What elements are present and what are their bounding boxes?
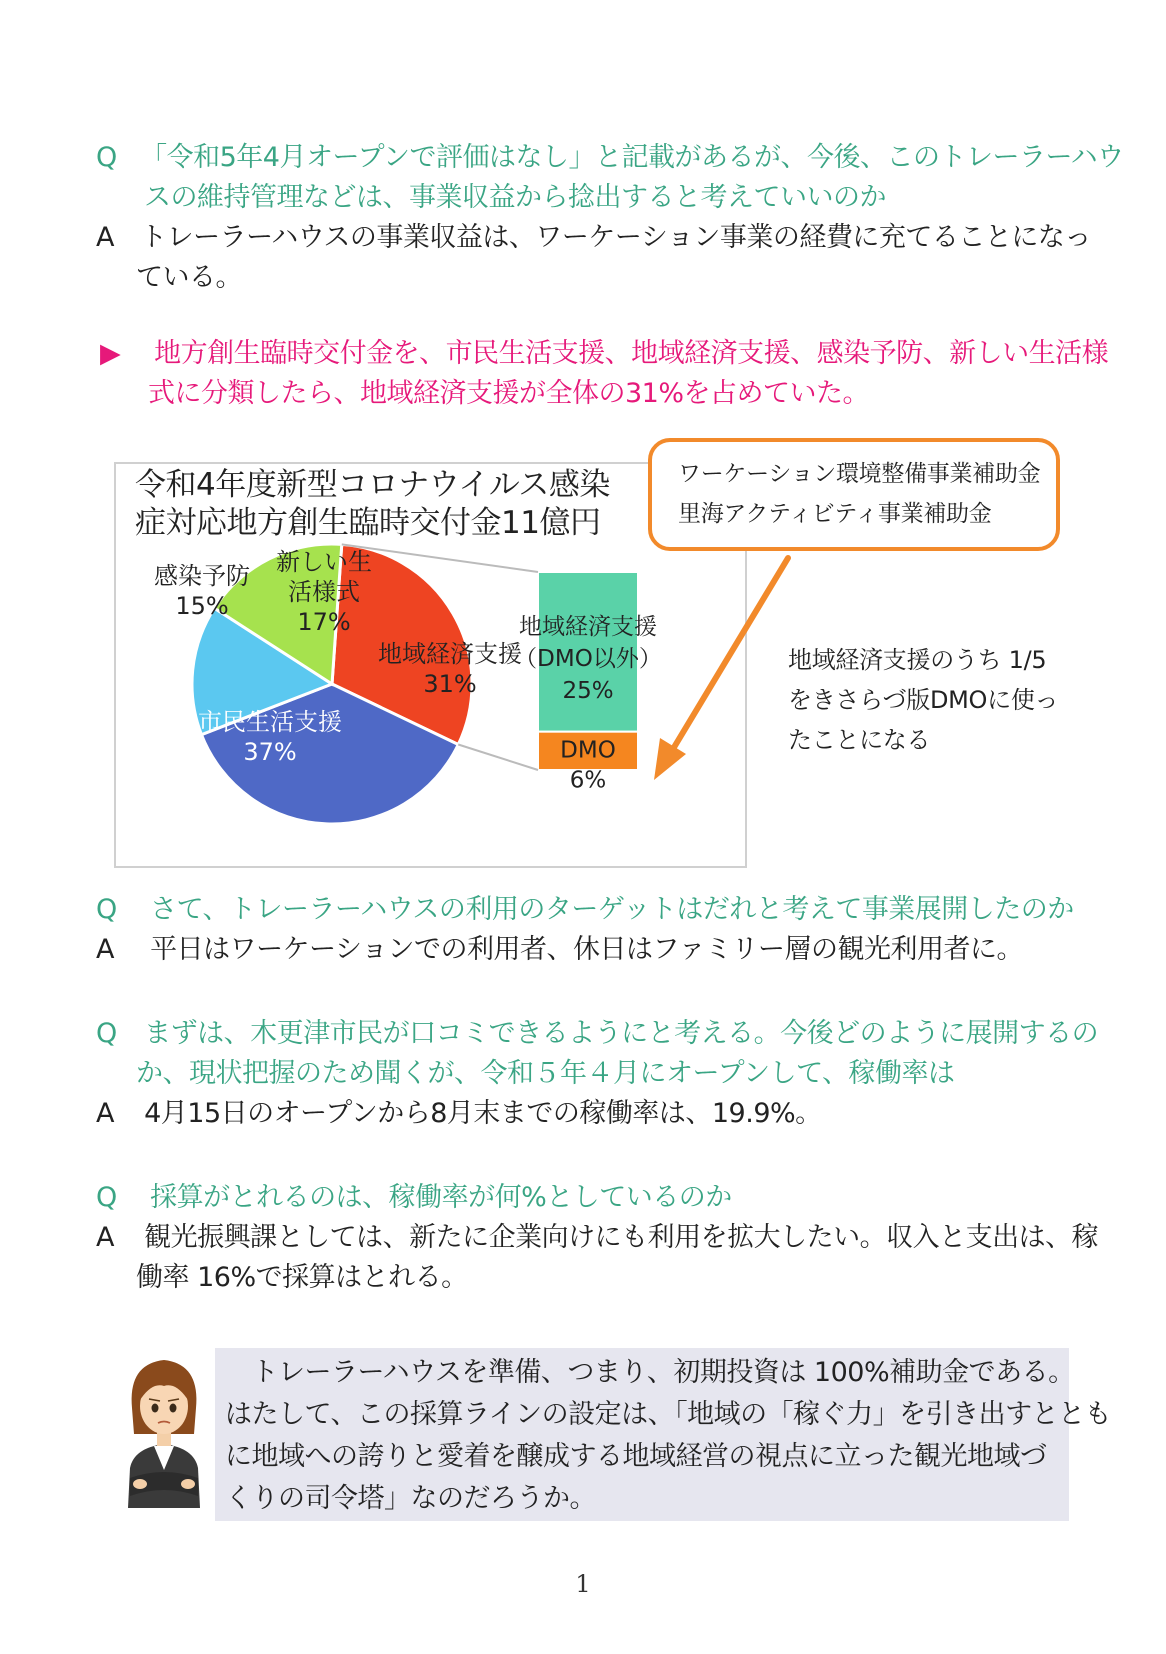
callout-line-1: ワーケーション環境整備事業補助金: [678, 461, 1041, 487]
callout-line-2: 里海アクティビティ事業補助金: [678, 501, 992, 527]
answer-3: [96, 1094, 822, 1134]
note-text: [788, 640, 1078, 760]
triangle-bullet-icon: ▶: [100, 338, 121, 369]
breakdown-value: 25%: [562, 678, 614, 704]
answer-4: [96, 1218, 1098, 1258]
pie-slice-value: 17%: [297, 608, 351, 636]
pie-slice-value: 37%: [243, 738, 297, 766]
breakdown-label: DMO: [560, 737, 616, 764]
a-mark: A: [96, 222, 114, 253]
pie-slice-label: 地域経済支援: [378, 640, 522, 668]
answer-2-line-1: 平日はワーケーションでの利用者、休日はファミリー層の観光利用者に。: [150, 934, 1023, 965]
q-mark: Q: [96, 894, 117, 925]
answer-4-line-1: 観光振興課としては、新たに企業向けにも利用を拡大したい。収入と支出は、稼: [144, 1222, 1099, 1253]
question-1-line-2: スの維持管理などは、事業収益から捻出すると考えていいのか: [144, 182, 886, 213]
question-1: [96, 138, 1124, 178]
question-1-line-1: 「令和5年4月オープンで評価はなし」と記載があるが、今後、このトレーラーハウ: [140, 142, 1124, 173]
answer-2: [96, 930, 1023, 970]
note-line-2: をきさらづ版DMOに使っ: [788, 686, 1059, 714]
q-mark: Q: [96, 1018, 117, 1049]
a-mark: A: [96, 1222, 114, 1253]
question-3-line-2: か、現状把握のため聞くが、令和５年４月にオープンして、稼働率は: [136, 1058, 955, 1089]
pie-slice-label: 感染予防: [154, 562, 250, 590]
a-mark: A: [96, 1098, 114, 1129]
pie-slice-value: 31%: [423, 670, 477, 698]
breakdown-label: （DMO以外）: [514, 646, 662, 672]
pie-slice-label: 新しい生: [276, 548, 372, 576]
answer-4-line-2: 働率 16%で採算はとれる。: [136, 1262, 468, 1293]
woman-avatar-icon: [124, 1356, 204, 1508]
question-2: [96, 890, 1074, 930]
comment-box: [215, 1348, 1112, 1521]
answer-1: [96, 218, 1091, 258]
connector-line: [458, 744, 538, 770]
breakdown-value: 6%: [569, 767, 607, 794]
answer-1-line-1: トレーラーハウスの事業収益は、ワーケーション事業の経費に充てることになっ: [140, 222, 1091, 253]
highlight-line-2: 式に分類したら、地域経済支援が全体の31%を占めていた。: [148, 378, 870, 409]
comment-line-2: はたして、この採算ラインの設定は、「地域の「稼ぐ力」を引き出すととも: [225, 1399, 1112, 1430]
callout-box: [648, 438, 1060, 551]
note-line-3: たことになる: [788, 726, 931, 754]
highlight-statement: [100, 334, 1108, 374]
question-4: [96, 1178, 732, 1218]
comment-line-4: くりの司令塔」なのだろうか。: [225, 1483, 596, 1514]
question-3: [96, 1014, 1098, 1054]
q-mark: Q: [96, 1182, 117, 1213]
pie-slice-label: 活様式: [288, 578, 360, 606]
chart-title: 令和4年度新型コロナウイルス感染 症対応地方創生臨時交付金11億円: [135, 467, 610, 541]
a-mark: A: [96, 934, 114, 965]
answer-3-line-1: 4月15日のオープンから8月末までの稼働率は、19.9%。: [144, 1098, 822, 1129]
pie-slice-value: 15%: [175, 592, 229, 620]
callout-arrow-icon: [640, 550, 800, 790]
highlight-line-1: 地方創生臨時交付金を、市民生活支援、地域経済支援、感染予防、新しい生活様: [154, 338, 1109, 369]
question-2-line-1: さて、トレーラーハウスの利用のターゲットはだれと考えて事業展開したのか: [150, 894, 1074, 925]
breakdown-label: 地域経済支援: [519, 614, 657, 640]
question-3-line-1: まずは、木更津市民が口コミできるようにと考える。今後どのように展開するの: [144, 1018, 1099, 1049]
q-mark: Q: [96, 142, 117, 173]
answer-1-line-2: ている。: [136, 262, 242, 293]
note-line-1: 地域経済支援のうち 1/5: [788, 646, 1047, 674]
question-4-line-1: 採算がとれるのは、稼働率が何%としているのか: [150, 1182, 732, 1213]
comment-line-1: トレーラーハウスを準備、つまり、初期投資は 100%補助金である。: [225, 1357, 1075, 1388]
pie-slice-label: 市民生活支援: [198, 708, 342, 736]
page-number: 1: [575, 1570, 591, 1598]
comment-line-3: に地域への誇りと愛着を醸成する地域経営の視点に立った観光地域づ: [225, 1441, 1047, 1472]
